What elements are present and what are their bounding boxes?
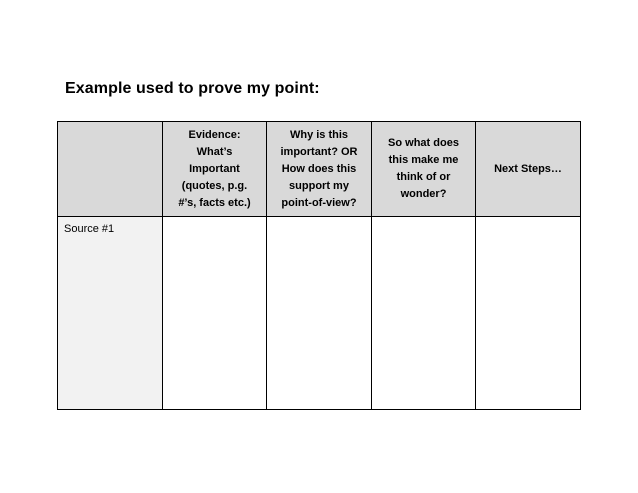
- entry-cell-so-what[interactable]: [372, 217, 476, 410]
- header-line: support my: [289, 179, 349, 192]
- entry-cell-why-important[interactable]: [267, 217, 372, 410]
- header-line: Evidence:: [188, 128, 241, 141]
- header-line: wonder?: [400, 188, 447, 200]
- page-title: Example used to prove my point:: [65, 80, 320, 97]
- header-cell-why-important: [267, 122, 372, 217]
- header-line: So what does: [388, 137, 459, 149]
- header-line: point-of-view?: [281, 196, 357, 209]
- header-line: Why is this: [289, 128, 349, 141]
- header-line: (quotes, p.g.: [181, 179, 248, 192]
- header-cell-empty: [58, 122, 163, 217]
- header-cell-so-what: [372, 122, 476, 217]
- header-cell-next-steps: [476, 122, 581, 217]
- header-line: Important: [189, 162, 240, 175]
- entry-cell-next-steps[interactable]: [476, 217, 581, 410]
- table-header-row: [58, 122, 581, 217]
- header-line: #’s, facts etc.): [178, 196, 251, 209]
- header-line: think of or: [396, 171, 451, 183]
- worksheet-table: [57, 121, 581, 410]
- table-row: [58, 217, 581, 410]
- header-line: What’s: [196, 145, 233, 158]
- header-line: How does this: [281, 162, 357, 175]
- row-label-source-1: Source #1: [58, 217, 163, 410]
- header-line: important? OR: [280, 145, 358, 158]
- header-line: this make me: [388, 154, 459, 166]
- header-cell-evidence: [163, 122, 267, 217]
- header-line: Next Steps…: [494, 162, 562, 175]
- entry-cell-evidence[interactable]: [163, 217, 267, 410]
